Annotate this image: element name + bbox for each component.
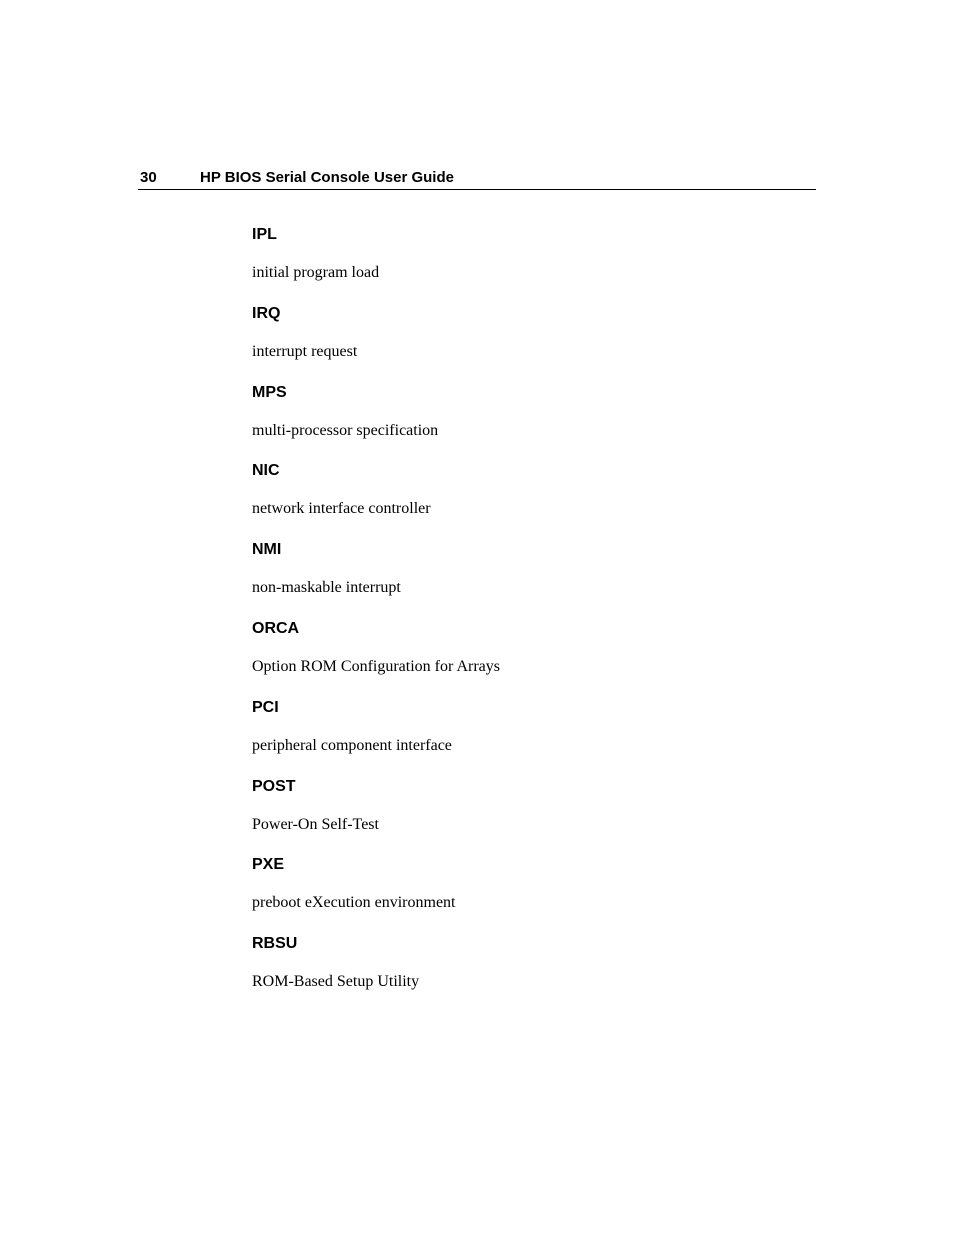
- glossary-entry: [252, 934, 812, 1013]
- glossary-entry: [252, 777, 812, 856]
- glossary-term: PXE: [252, 856, 285, 874]
- glossary-definition: preboot eXecution environment: [252, 894, 456, 912]
- guide-title: HP BIOS Serial Console User Guide: [200, 169, 454, 186]
- glossary-list: [252, 225, 812, 1013]
- glossary-definition: multi-processor specification: [252, 421, 439, 439]
- glossary-entry: [252, 461, 812, 540]
- page-number: 30: [140, 169, 157, 186]
- glossary-definition: ROM-Based Setup Utility: [252, 973, 420, 991]
- glossary-definition: network interface controller: [252, 500, 431, 518]
- glossary-entry: [252, 619, 812, 698]
- glossary-term: IPL: [252, 226, 277, 243]
- glossary-definition: peripheral component interface: [252, 736, 452, 754]
- glossary-definition: Power-On Self-Test: [252, 815, 379, 833]
- glossary-definition: Option ROM Configuration for Arrays: [252, 657, 500, 675]
- glossary-entry: [252, 855, 812, 934]
- glossary-entry: [252, 225, 812, 304]
- glossary-entry: [252, 540, 812, 619]
- glossary-term: IRQ: [252, 304, 281, 322]
- glossary-entry: [252, 383, 812, 462]
- glossary-definition: non-maskable interrupt: [252, 579, 401, 597]
- glossary-definition: initial program load: [252, 264, 380, 281]
- glossary-term: ORCA: [252, 619, 300, 637]
- glossary-entry: [252, 304, 812, 383]
- glossary-term: MPS: [252, 383, 287, 401]
- page-header: [138, 168, 816, 190]
- glossary-term: RBSU: [252, 935, 298, 953]
- glossary-term: NMI: [252, 541, 282, 559]
- glossary-term: NIC: [252, 462, 280, 480]
- glossary-definition: interrupt request: [252, 342, 358, 360]
- glossary-term: POST: [252, 777, 296, 795]
- glossary-entry: [252, 698, 812, 777]
- glossary-term: PCI: [252, 698, 279, 716]
